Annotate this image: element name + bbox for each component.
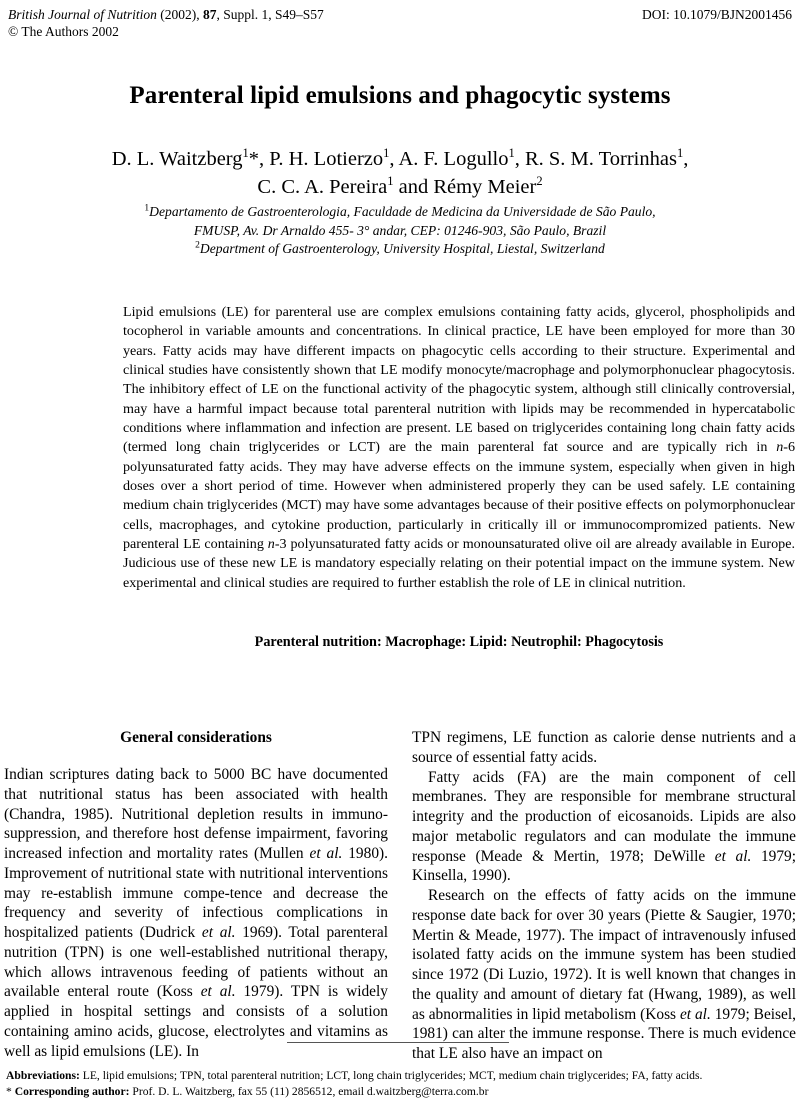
affiliation-marker-1: 1 (144, 203, 150, 214)
right-para-2a: Fatty acids (FA) are the main component of cell membranes. They are responsible for membrane structural integrity and the production of eicosanoids. Lipids are also major metabolic regulators and can modulate the immune response (Meade & Mertin, 1978; DeWille (412, 768, 796, 865)
author-separator: , (683, 148, 689, 170)
author-torrinhas: , R. S. M. Torrinhas (514, 148, 677, 170)
copyright-line: © The Authors 2002 (8, 24, 119, 39)
left-para-1c: 1969). Total parenteral nutrition (TPN) is one well-established nutritional therapy, which allows intravenous feeding of patients without an available enteral route (Koss (4, 924, 388, 1001)
author-affil-marker: 1 (387, 174, 394, 189)
journal-name: British Journal of Nutrition (8, 7, 157, 22)
author-waitzberg: D. L. Waitzberg (111, 148, 243, 170)
keywords: Parenteral nutrition: Macrophage: Lipid: Neutrophil: Phagocytosis (254, 634, 664, 650)
running-head (8, 6, 792, 40)
affiliation-2-line-1: Department of Gastroenterology, University Hospital, Liestal, Switzerland (199, 241, 605, 256)
abstract-part-2: -6 polyunsaturated fatty acids. They may have adverse effects on the immune system, especially when given in high doses over a short period of time. However when administered properly they can be used safely. LE containing medium chain triglycerides (MCT) may have some advantages because of their positive effects on polymorphonuclear cells, macrophages, and cytokine production, particularly in critically ill or immunocompromized patients. New parenteral LE containing (123, 439, 795, 553)
abbreviations-text: LE, lipid emulsions; TPN, total parenteral nutrition; LCT, long chain triglycerides; MCT, medium chain triglycerides; FA, fatty acids. (79, 1069, 703, 1082)
author-affil-marker: 2 (536, 174, 543, 189)
paragraph (4, 765, 388, 1061)
right-para-2b: 1979; Kinsella, 1990). (412, 847, 797, 885)
corresponding-star: * (6, 1084, 15, 1098)
doi: DOI: 10.1079/BJN2001456 (641, 7, 792, 22)
body-columns (4, 728, 797, 1062)
author-pereira: C. C. A. Pereira (257, 176, 388, 198)
corresponding-author-label: Corresponding author: (14, 1084, 130, 1098)
right-para-1: TPN regimens, LE function as calorie dense nutrients and a source of essential fatty acids. (412, 729, 796, 766)
abstract-italic-n-3: n (267, 536, 275, 553)
affiliation-1-line-1: Departamento de Gastroenterologia, Faculdade de Medicina da Universidade de São Paulo, (149, 204, 656, 219)
author-list (60, 145, 740, 201)
author-lotierzo: *, P. H. Lotierzo (248, 148, 384, 170)
paragraph (412, 886, 796, 1064)
affiliation-marker-2: 2 (195, 240, 200, 251)
author-affil-marker: 1 (508, 146, 515, 161)
left-column (4, 728, 388, 1060)
abbreviations-line (6, 1068, 794, 1084)
corresponding-author-text: Prof. D. L. Waitzberg, fax 55 (11) 2856512, email d.waitzberg@terra.com.br (129, 1084, 489, 1098)
citation-et-al: et al. (200, 983, 236, 1001)
paragraph (412, 728, 796, 768)
left-para-1a: Indian scriptures dating back to 5000 BC have documented that nutritional status has been associated with health (Chandra, 1985). Nutritional depletion results in immuno-suppression, and therefore host defense impairment, favoring increased infection and mortality rates (Mullen (4, 766, 388, 862)
abstract (123, 303, 795, 593)
author-meier: and Rémy Meier (393, 176, 537, 198)
abstract-italic-n-6: n (776, 439, 784, 456)
left-para-1d: 1979). TPN is widely applied in hospital settings and consists of a solution containing amino acids, glucose, electrolytes and vitamins as well as lipid emulsions (LE). In (4, 983, 388, 1060)
affiliation-1-line-2: FMUSP, Av. Dr Arnaldo 455- 3° andar, CEP: 01246-903, São Paulo, Brazil (193, 222, 607, 238)
volume-number: 87 (203, 7, 217, 22)
citation-et-al: et al. (679, 1005, 711, 1023)
abstract-part-3: -3 polyunsaturated fatty acids or monounsaturated olive oil are already available in Europe. Judicious use of these new LE is mandatory especially relating on their potential impact on the immune system. New experimental and clinical studies are required to further establish the role of LE in clinical nutrition. (123, 536, 795, 591)
abstract-part-1: Lipid emulsions (LE) for parenteral use are complex emulsions containing fatty acids, glycerol, phospholipids and tocopherol in variable amounts and concentrations. In clinical practice, LE have been employed for more than 30 years. Fatty acids may have different impacts on phagocytic cells according to their structure. Experimental and clinical studies have consistently shown that LE modify monocyte/macrophage and polymorphonuclear phagocytosis. The inhibitory effect of LE on the functional activity of the phagocytic system, although still clinically controversial, may have a harmful impact because total parenteral nutrition with lipids may be recommended in hypercatabolic conditions where inflammation and infection are present. LE based on triglycerides containing long chain fatty acids (termed long chain triglycerides or LCT) are the main parenteral fat source and are typically rich in (123, 304, 795, 456)
author-affil-marker: 1 (242, 146, 249, 161)
citation-et-al: et al. (201, 924, 236, 941)
footnote-separator-rule (287, 1042, 509, 1043)
left-para-1b: 1980). Improvement of nutritional state with nutritional interventions may re-establish immune compe-tence and decrease the frequency and severity of infectious complications in hospitalized patients (Dudrick (4, 845, 388, 941)
corresponding-author-line (6, 1084, 794, 1100)
right-para-3a: Research on the effects of fatty acids on the immune response date back for over 30 years (Piette & Saugier, 1970; Mertin & Meade, 1977). The impact of intravenously infused isolated fatty acids on the immune system has been studied since 1972 (Di Luzio, 1972). It is well known that changes in the quality and amount of dietary fat (Hwang, 1989), as well as abnormalities in lipid metabolism (Koss (412, 887, 796, 1023)
citation-pre: (2002), (156, 7, 204, 22)
author-affil-marker: 1 (676, 146, 684, 161)
section-heading: General considerations (120, 729, 272, 746)
paragraph (412, 768, 796, 887)
right-para-3b: 1979; Beisel, 1981) can alter the immune response. There is much evidence that LE also have an impact on (412, 1005, 797, 1062)
citation-et-al: et al. (714, 847, 752, 865)
journal-citation (8, 6, 324, 23)
abbreviations-label: Abbreviations: (6, 1069, 80, 1082)
citation-et-al: et al. (309, 845, 343, 862)
citation-post: , Suppl. 1, S49–S57 (216, 7, 324, 22)
right-column (412, 728, 797, 1062)
running-head-row (8, 6, 792, 23)
author-affil-marker: 1 (383, 146, 390, 161)
affiliations (60, 203, 740, 259)
footnotes (6, 1068, 794, 1099)
author-logullo: , A. F. Logullo (389, 148, 509, 170)
page-title: Parenteral lipid emulsions and phagocytic systems (129, 82, 671, 109)
